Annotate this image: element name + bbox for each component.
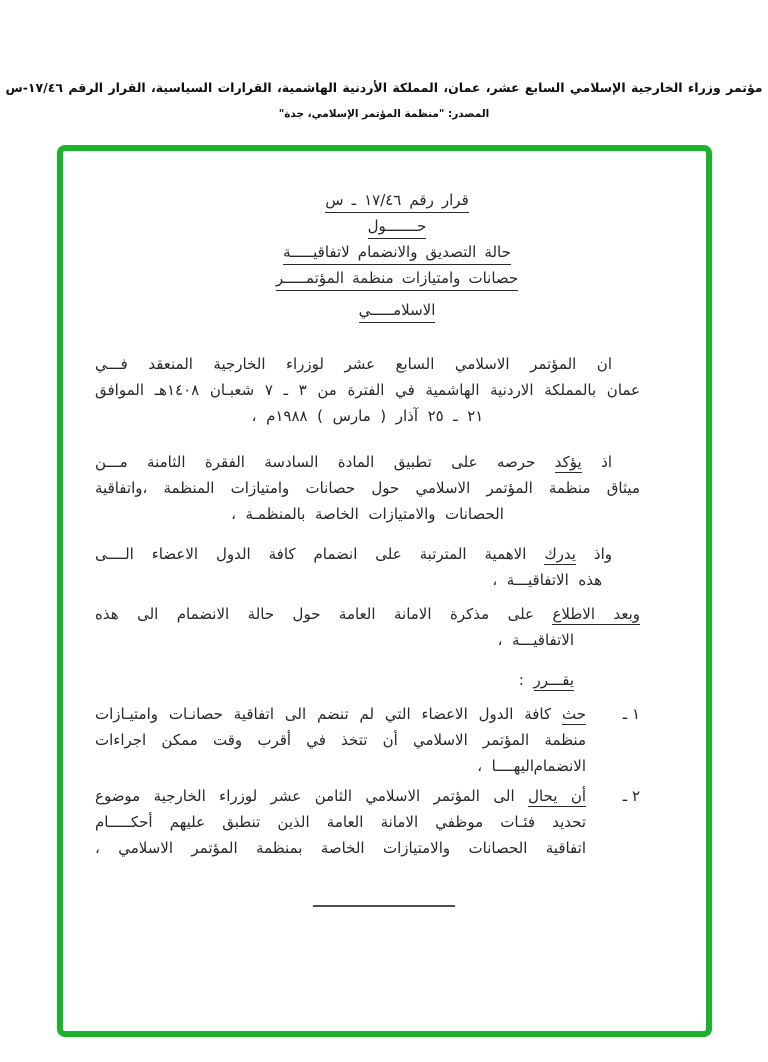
paragraph: [95, 541, 640, 593]
text-segment: الى المؤتمر الاسلامي الثامن عشر لوزراء الخارجية موضوع: [95, 787, 529, 805]
list-item: [95, 783, 640, 861]
paragraph: [95, 351, 640, 429]
text-segment: اتفاقية الحصانات والامتيازات الخاصة بمنظمة المؤتمر الاسلامي ،: [95, 839, 586, 857]
paragraph: [95, 667, 640, 693]
text-segment: تحديد فئـات موظفي الامانة العامة الذين تنطبق عليهم أحكـــــام: [95, 813, 586, 831]
title-text: الاسلامـــــي: [359, 301, 436, 323]
title-line: [242, 265, 552, 291]
title-line: [242, 213, 552, 239]
document-line: [95, 783, 586, 809]
paragraph: [95, 449, 640, 527]
document-frame: [57, 145, 712, 1037]
document-line: [95, 351, 640, 377]
title-text: حالة التصديق والانضمام لاتفاقيـــــة: [283, 243, 511, 265]
document-line: [95, 627, 640, 653]
title-line: [242, 239, 552, 265]
text-segment: ميثاق منظمة المؤتمر الاسلامي حول حصانات وامتيازات المنظمة ،واتفاقية: [95, 479, 640, 497]
text-segment: كافة الدول الاعضاء التي لم تنضم الى اتفاقية حصانـات وامتيـازات: [95, 705, 562, 723]
document-line: [95, 667, 640, 693]
document-line: [95, 701, 586, 727]
citation-line-1: مؤتمر وزراء الخارجية الإسلامي السابع عشر، عمان، المملكة الأردنية الهاشمية، القرارات السياسية، القرار الرقم ١٧/٤٦-س: [5, 80, 763, 95]
document-line: [95, 601, 640, 627]
title-text: قرار رقم ١٧/٤٦ ـ س: [325, 191, 469, 213]
list-item: [95, 701, 640, 779]
item-body: [95, 701, 586, 779]
underlined-phrase: يؤكد: [554, 453, 582, 471]
document-line: [95, 377, 640, 403]
document-title: [242, 187, 552, 323]
text-segment: الحصانات والامتيازات الخاصة بالمنظمـة ،: [231, 505, 504, 523]
title-text: حـــــــول: [368, 217, 427, 239]
text-segment: :: [518, 671, 534, 689]
document-paragraphs: [95, 351, 640, 693]
text-segment: ٢١ ـ ٢٥ آذار ( مارس ) ١٩٨٨م ،: [251, 407, 484, 425]
text-segment: واذ: [575, 545, 612, 563]
document-line: [95, 753, 586, 779]
document-line: [95, 567, 640, 593]
document-line: [95, 501, 640, 527]
citation-line-2: المصدر: "منظمة المؤتمر الإسلامي، جدة": [278, 108, 490, 120]
text-segment: حرصه على تطبيق المادة السادسة الفقرة الثامنة مـــن: [95, 453, 555, 471]
text-segment: منظمة المؤتمر الاسلامي أن تتخذ في أقرب وقت ممكن اجراءات الانضمام: [95, 731, 586, 775]
text-segment: الاهمية المترتبة على انضمام كافة الدول الاعضاء الــــى: [95, 545, 545, 563]
text-segment: هذه الاتفاقيـــة ،: [492, 571, 602, 589]
text-segment: الاتفاقيـــة ،: [497, 631, 574, 649]
document-line: [95, 809, 586, 835]
underlined-phrase: وبعد الاطلاع: [552, 605, 640, 623]
signature-rule: [313, 905, 455, 907]
document-line: [95, 541, 640, 567]
text-segment: اذ: [581, 453, 612, 471]
document-items: [95, 701, 640, 861]
underlined-phrase: يدرك: [544, 545, 576, 563]
document-line: [95, 835, 586, 861]
document-scan: [63, 151, 706, 1031]
underlined-phrase: حث: [561, 705, 586, 723]
text-segment: ان المؤتمر الاسلامي السابع عشر لوزراء الخارجية المنعقد فـــي: [95, 355, 612, 373]
title-line: [242, 297, 552, 323]
item-number: ١ ـ: [622, 705, 640, 723]
text-segment: على مذكرة الامانة العامة حول حالة الانضمام الى هذه: [95, 605, 553, 623]
text-segment: عمان بالمملكة الاردنية الهاشمية في الفترة من ٣ ـ ٧ شعبـان ١٤٠٨هـ الموافق: [95, 381, 641, 399]
document-line: [95, 403, 640, 429]
underlined-phrase: يقـــرر: [533, 671, 574, 689]
document-line: [95, 449, 640, 475]
title-text: حصانات وامتيازات منظمة المؤتمـــــر: [276, 269, 518, 291]
text-segment: اليهــــا ،: [477, 757, 534, 775]
item-number: ٢ ـ: [622, 787, 640, 805]
paragraph: [95, 601, 640, 653]
underlined-phrase: أن يحال: [528, 787, 587, 805]
item-body: [95, 783, 586, 861]
document-line: [95, 475, 640, 501]
title-line: [242, 187, 552, 213]
